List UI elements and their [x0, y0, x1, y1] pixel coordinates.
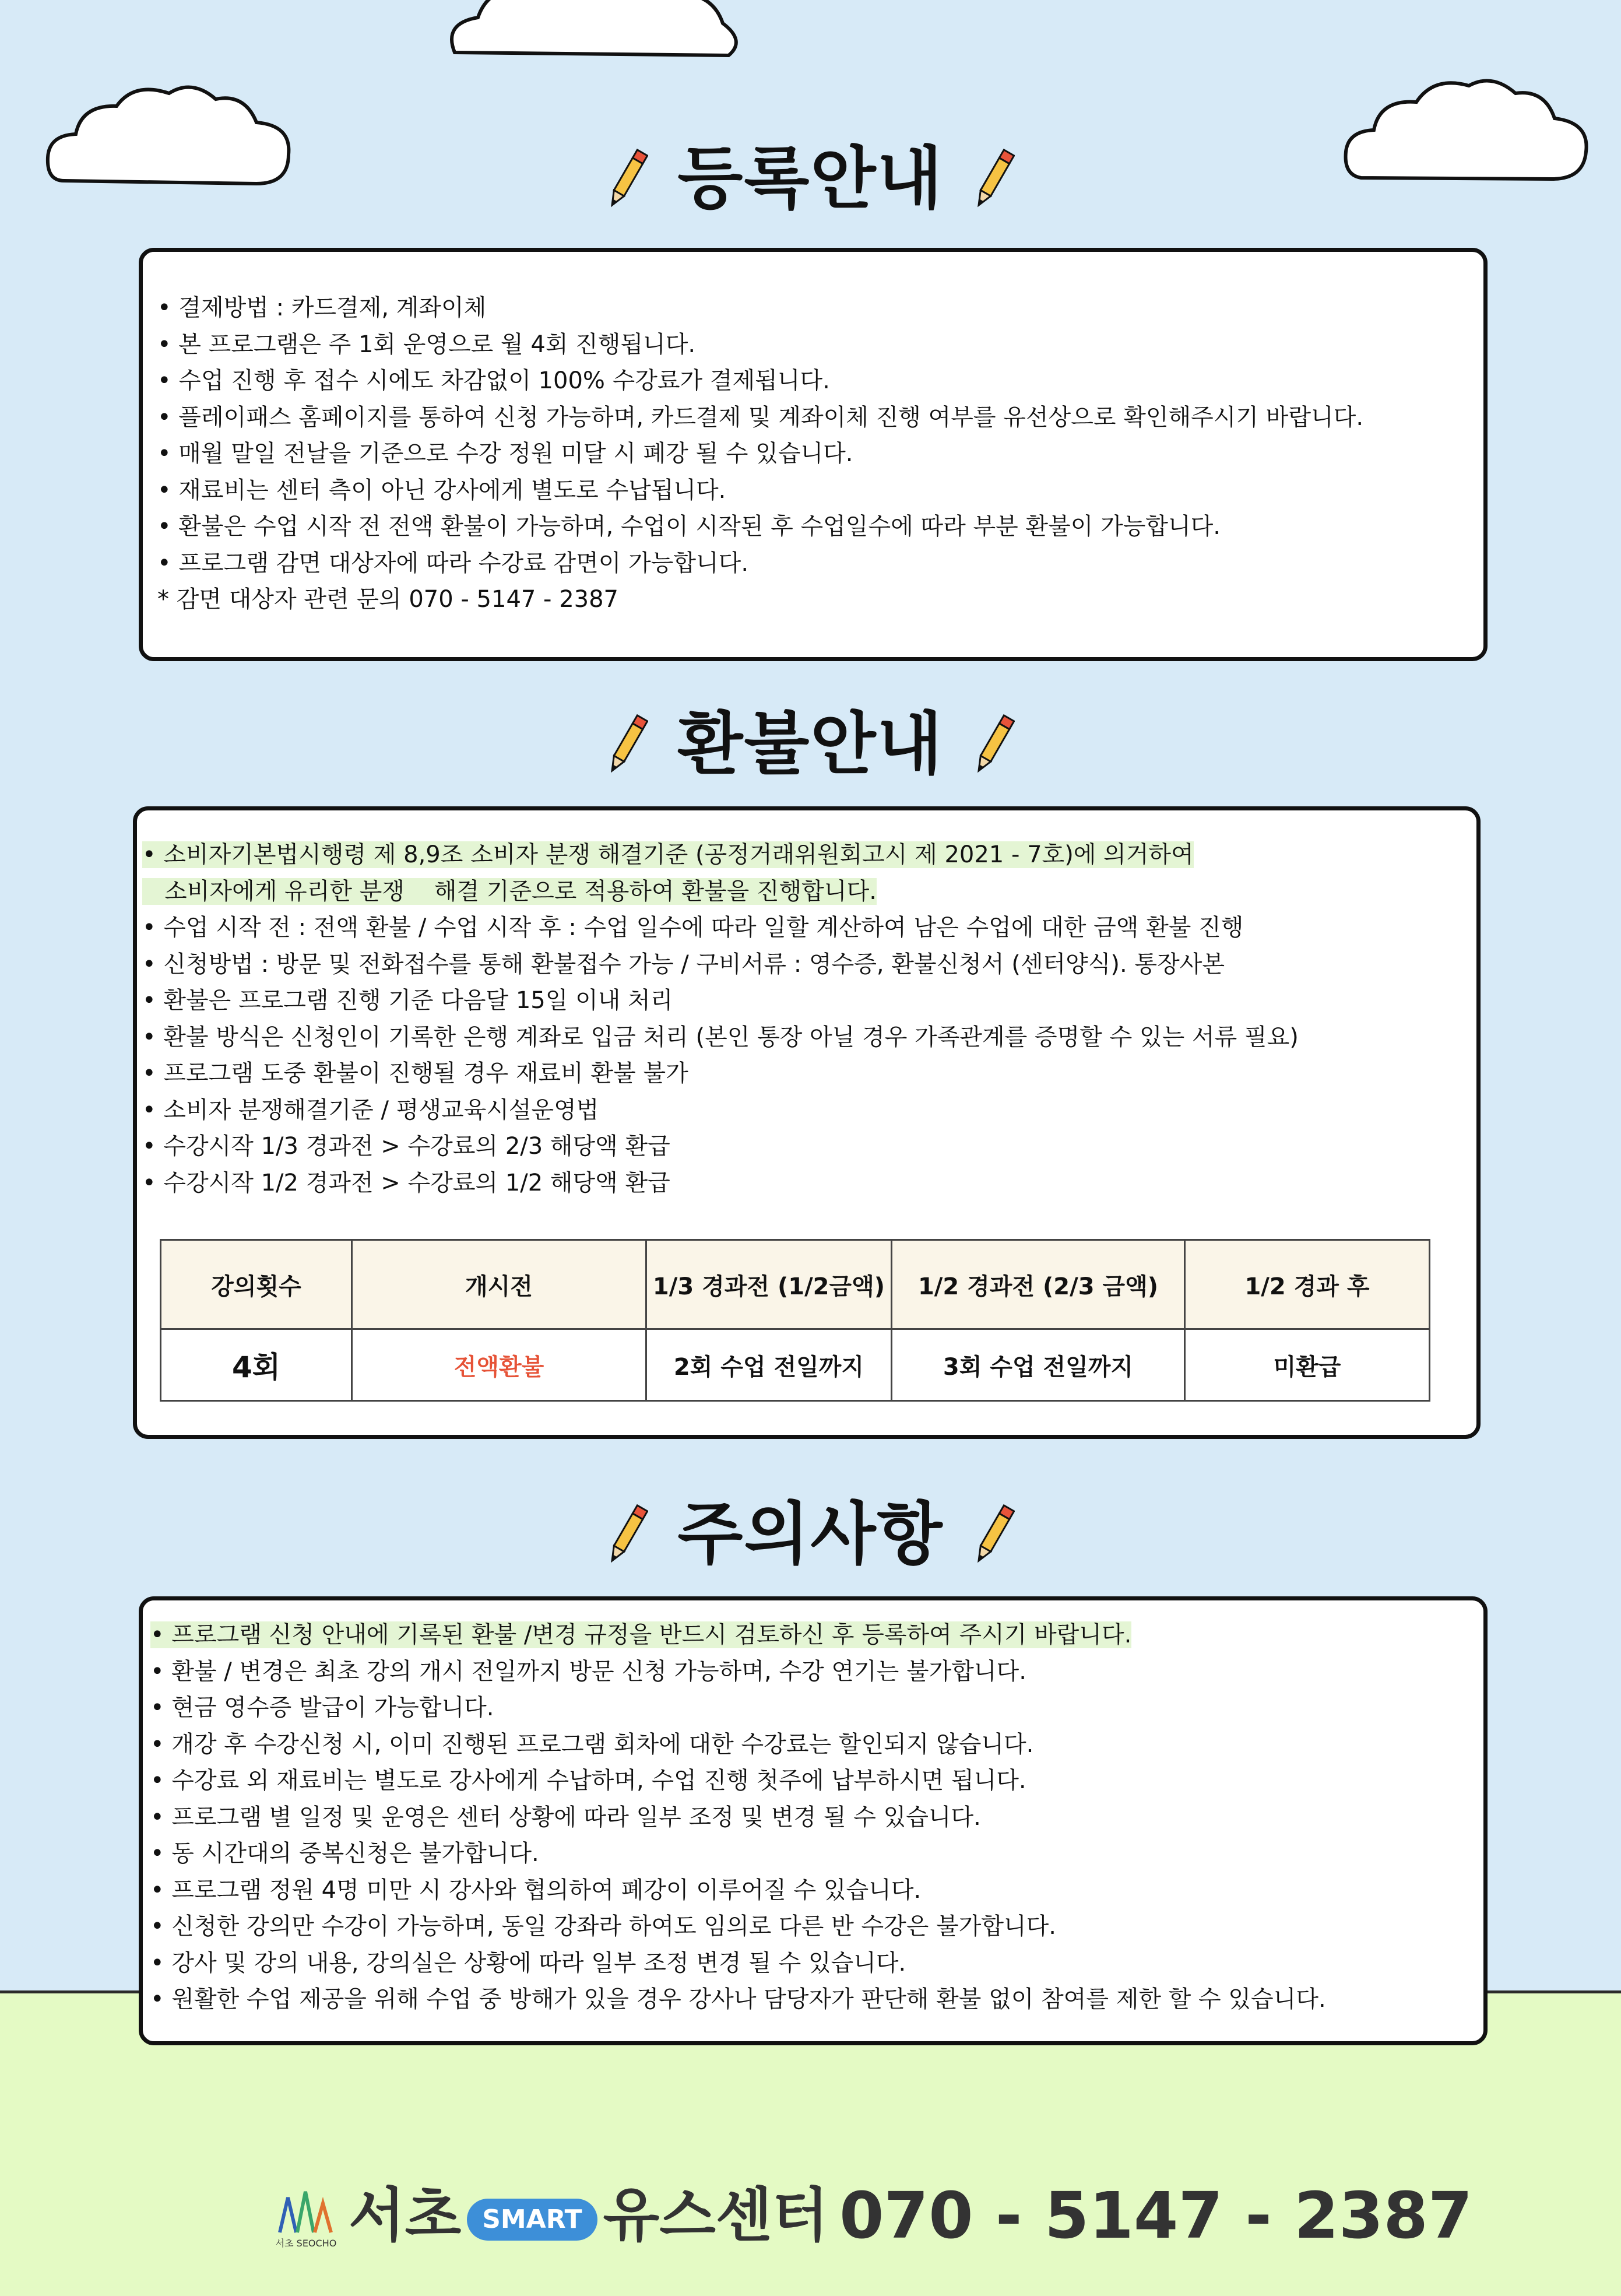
list-item: * 감면 대상자 관련 문의 070 - 5147 - 2387: [157, 586, 619, 613]
table-cell: 전액환불: [352, 1329, 646, 1401]
highlighted-text: • 소비자기본법시행령 제 8,9조 소비자 분쟁 해결기준 (공정거래위원회고시 제 2021 - 7호)에 의거하여: [142, 841, 1194, 868]
highlighted-text: • 프로그램 신청 안내에 기록된 환불 /변경 규정을 반드시 검토하신 후 등록하여 주시기 바랍니다.: [150, 1621, 1132, 1648]
table-header-row: [161, 1240, 1430, 1329]
list-item: • 강사 및 강의 내용, 강의실은 상황에 따라 일부 조정 변경 될 수 있습니다.: [150, 1949, 906, 1976]
pencil-icon: [973, 710, 1015, 780]
caution-list: [150, 1617, 1326, 2018]
brand-suffix: 유스센터: [603, 2181, 829, 2249]
brand-name: [349, 2183, 828, 2248]
list-item: • 환불은 프로그램 진행 기준 다음달 15일 이내 처리: [142, 987, 673, 1014]
list-item: • 재료비는 센터 측이 아닌 강사에게 별도로 수납됩니다.: [157, 476, 726, 504]
list-item: • 환불 / 변경은 최초 강의 개시 전일까지 방문 신청 가능하며, 수강 연기는 불가합니다.: [150, 1658, 1026, 1685]
list-item: • 현금 영수증 발급이 가능합니다.: [150, 1694, 494, 1721]
phone-number: 070 - 5147 - 2387: [839, 2178, 1473, 2253]
list-item: • 결제방법 : 카드결제, 계좌이체: [157, 294, 487, 321]
pencil-icon: [973, 144, 1015, 214]
list-item: • 원활한 수업 제공을 위해 수업 중 방해가 있을 경우 강사나 담당자가 판단해 환불 없이 참여를 제한 할 수 있습니다.: [150, 1986, 1326, 2013]
list-item: • 수강료 외 재료비는 별도로 강사에게 수납하며, 수업 진행 첫주에 납부하시면 됩니다.: [150, 1767, 1026, 1794]
refund-title: 환불안내: [677, 705, 944, 784]
list-item: • 수업 시작 전 : 전액 환불 / 수업 시작 후 : 수업 일수에 따라 일할 계산하여 남은 수업에 대한 금액 환불 진행: [142, 914, 1244, 941]
pencil-icon: [973, 1500, 1015, 1570]
list-item: • 소비자 분쟁해결기준 / 평생교육시설운영법: [142, 1096, 599, 1124]
caution-title: 주의사항: [677, 1495, 944, 1574]
list-item: • 수강시작 1/3 경과전 > 수강료의 2/3 해당액 환급: [142, 1133, 670, 1160]
list-item: • 프로그램 감면 대상자에 따라 수강료 감면이 가능합니다.: [157, 549, 749, 577]
table-header: 강의횟수: [161, 1240, 352, 1329]
table-header: 1/2 경과전 (2/3 금액): [892, 1240, 1185, 1329]
brand-prefix: 서초: [349, 2181, 462, 2249]
list-item: • 동 시간대의 중복신청은 불가합니다.: [150, 1840, 539, 1867]
list-item: [150, 1617, 1326, 1653]
logo-caption: 서초 SEOCHO: [275, 2238, 337, 2249]
list-item: • 플레이패스 홈페이지를 통하여 신청 가능하며, 카드결제 및 계좌이체 진행 여부를 유선상으로 확인해주시기 바랍니다.: [157, 403, 1364, 431]
list-item: • 매월 말일 전날을 기준으로 수강 정원 미달 시 폐강 될 수 있습니다.: [157, 440, 853, 467]
list-item: • 환불은 수업 시작 전 전액 환불이 가능하며, 수업이 시작된 후 수업일수에 따라 부분 환불이 가능합니다.: [157, 513, 1221, 540]
list-item: • 개강 후 수강신청 시, 이미 진행된 프로그램 회차에 대한 수강료는 할인되지 않습니다.: [150, 1730, 1034, 1758]
table-header: 1/2 경과 후: [1185, 1240, 1430, 1329]
list-item: • 프로그램 별 일정 및 운영은 센터 상황에 따라 일부 조정 및 변경 될 수 있습니다.: [150, 1803, 981, 1831]
table-header: 1/3 경과전 (1/2금액): [646, 1240, 892, 1329]
refund-list: [142, 837, 1299, 1201]
table-cell: 3회 수업 전일까지: [892, 1329, 1185, 1401]
registration-heading: [0, 134, 1621, 220]
highlighted-text: 소비자에게 유리한 분쟁 해결 기준으로 적용하여 환불을 진행합니다.: [142, 877, 877, 905]
registration-title: 등록안내: [677, 139, 944, 219]
table-row: [161, 1329, 1430, 1401]
caution-heading: [0, 1490, 1621, 1575]
cloud-icon: [443, 0, 746, 76]
list-item: • 신청한 강의만 수강이 가능하며, 동일 강좌라 하여도 임의로 다른 반 수강은 불가합니다.: [150, 1913, 1057, 1940]
registration-list: [157, 290, 1363, 618]
list-item: • 프로그램 정원 4명 미만 시 강사와 협의하여 폐강이 이루어질 수 있습니다.: [150, 1876, 922, 1904]
list-item: • 프로그램 도중 환불이 진행될 경우 재료비 환불 불가: [142, 1060, 688, 1087]
table-cell: 2회 수업 전일까지: [646, 1329, 892, 1401]
seocho-logo-icon: [274, 2186, 338, 2250]
refund-heading: [0, 700, 1621, 785]
pencil-icon: [606, 144, 648, 214]
list-item: • 환불 방식은 신청인이 기록한 은행 계좌로 입금 처리 (본인 통장 아닐 경우 가족관계를 증명할 수 있는 서류 필요): [142, 1023, 1299, 1051]
table-cell: 미환급: [1185, 1329, 1430, 1401]
table-header: 개시전: [352, 1240, 646, 1329]
refund-table: [160, 1239, 1430, 1402]
list-item: • 수업 진행 후 접수 시에도 차감없이 100% 수강료가 결제됩니다.: [157, 367, 830, 394]
table-cell: 4회: [161, 1329, 352, 1401]
smart-badge: SMART: [467, 2199, 597, 2241]
pencil-icon: [606, 710, 648, 780]
list-item: • 신청방법 : 방문 및 전화접수를 통해 환불접수 가능 / 구비서류 : 영수증, 환불신청서 (센터양식). 통장사본: [142, 950, 1225, 978]
list-item: • 본 프로그램은 주 1회 운영으로 월 4회 진행됩니다.: [157, 331, 696, 358]
list-item: • 수강시작 1/2 경과전 > 수강료의 1/2 해당액 환급: [142, 1169, 670, 1196]
list-item: [142, 837, 1299, 873]
list-item: [142, 873, 1299, 910]
pencil-icon: [606, 1500, 648, 1570]
